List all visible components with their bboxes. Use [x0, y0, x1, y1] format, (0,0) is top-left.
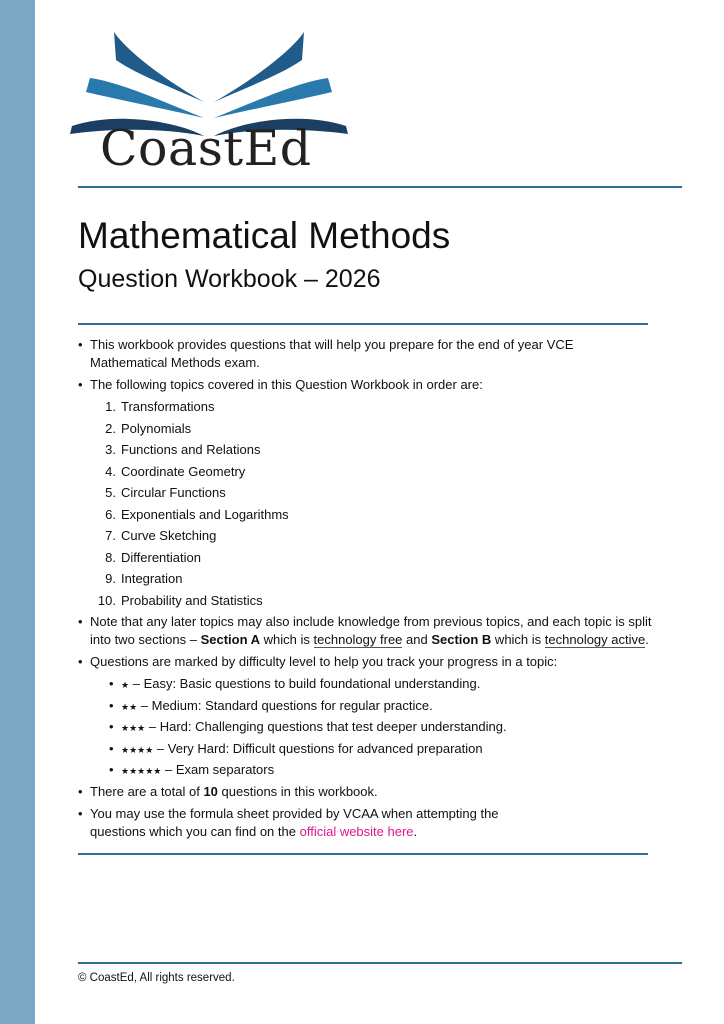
topic-item: 3. Functions and Relations [105, 442, 261, 457]
difficulty-level: • ★★★★★ – Exam separators [90, 761, 652, 779]
topic-item: 2. Polynomials [105, 420, 192, 436]
difficulty-level: • ★★★ – Hard: Challenging questions that test deeper understanding. [90, 718, 652, 736]
star-rating-icon: ★ [121, 680, 130, 690]
difficulty-level: • ★ – Easy: Basic questions to build foundational understanding. [90, 675, 652, 693]
star-rating-icon: ★★★★★ [121, 766, 162, 776]
formula-sheet-item: • You may use the formula sheet provided by VCAA when attempting the questions which you can find on the official website here. [78, 805, 652, 841]
side-color-bar [0, 0, 35, 1024]
topic-item: 5. Circular Functions [105, 485, 226, 500]
question-total-item: • There are a total of 10 questions in this workbook. [78, 783, 652, 801]
difficulty-level: • ★★★★ – Very Hard: Difficult questions for advanced preparation [90, 740, 652, 758]
topic-item: 6. Exponentials and Logarithms [105, 506, 289, 522]
topic-item: 4. Coordinate Geometry [105, 463, 246, 479]
difficulty-item: • Questions are marked by difficulty level to help you track your progress in a topic: • ★ – Easy: Basic questions to build foundational understanding. • ★★ – Medium: Standard questions for regular practice. • ★★★ – Hard: Challenging questions that test deeper understanding. • ★★★★ – Very Hard: Difficult questions for advanced preparation • ★★★★★ – Exam separators [78, 653, 652, 779]
footer-divider [78, 962, 682, 964]
difficulty-list [90, 675, 652, 779]
copyright-notice: © CoastEd, All rights reserved. [78, 972, 235, 984]
official-website-link[interactable]: official website here [299, 823, 414, 839]
purpose-item: • This workbook provides questions that will help you prepare for the end of year VCE Mathematical Methods exam. [78, 336, 652, 372]
section-b-label: Section B [431, 632, 492, 647]
difficulty-level: • ★★ – Medium: Standard questions for regular practice. [90, 697, 652, 715]
star-rating-icon: ★★★ [121, 723, 146, 733]
star-rating-icon: ★★★★ [121, 744, 154, 755]
topic-item: 10. Probability and Statistics [97, 592, 263, 608]
topic-item: 1. Transformations [105, 399, 215, 414]
topics-list [90, 398, 652, 609]
section-a-label: Section A [200, 632, 261, 647]
topic-item: 9. Integration [105, 571, 183, 586]
technology-active-term: technology active [544, 632, 646, 647]
topic-item: 7. Curve Sketching [105, 528, 217, 543]
star-rating-icon: ★★ [121, 701, 138, 712]
content-top-divider [78, 323, 648, 325]
sections-note-item: • Note that any later topics may also include knowledge from previous topics, and each topic is split into two sections – Section A which is technology free and Section B which is technology active. [78, 613, 652, 649]
question-count: 10 [203, 783, 218, 799]
workbook-info [78, 336, 652, 845]
page-subtitle: Question Workbook – 2026 [78, 265, 381, 293]
topics-item: • The following topics covered in this Question Workbook in order are: 1. Transformations 2. Polynomials 3. Functions and Relations 4. Coordinate Geometry 5. Circular Functions 6. Exponentials and Logarithms 7. Curve Sketching 8. Differentiation 9. Integration 10. Probability and Statistics [78, 376, 652, 609]
content-bottom-divider [78, 853, 648, 855]
page-title: Mathematical Methods [78, 215, 451, 256]
topic-item: 8. Differentiation [105, 549, 201, 565]
technology-free-term: technology free [313, 632, 403, 647]
brand-name: CoastEd [100, 120, 312, 177]
header-divider [78, 186, 682, 188]
